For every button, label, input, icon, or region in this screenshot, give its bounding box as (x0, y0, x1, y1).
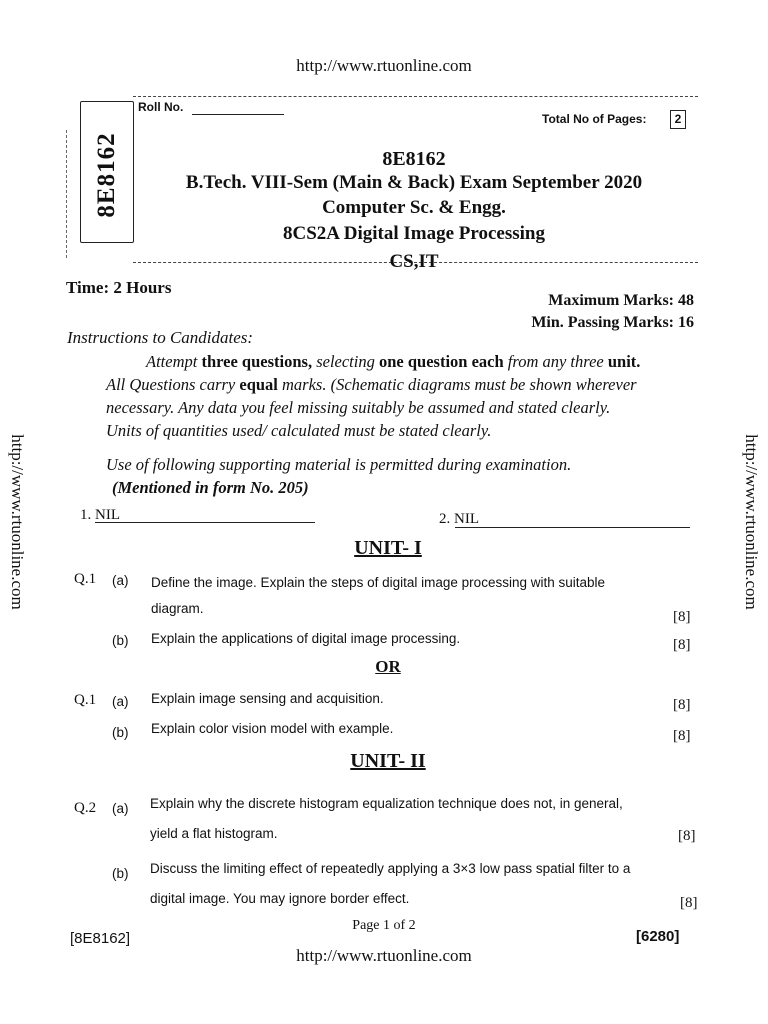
instructions-title: Instructions to Candidates: (67, 328, 254, 347)
question-text: Explain why the discrete histogram equalization technique does not, in general, (150, 796, 623, 811)
question-part: (a) (112, 801, 129, 816)
question-marks: [8] (680, 895, 698, 911)
subject-name: 8CS2A Digital Image Processing (283, 223, 545, 244)
group-name: CS,IT (389, 251, 439, 272)
question-part: (b) (112, 725, 129, 740)
material-2: 2. NIL (439, 511, 479, 527)
total-pages-value: 2 (670, 110, 686, 129)
roll-no-line (192, 114, 284, 115)
instruction-line-2: All Questions carry equal marks. (Schematic diagrams must be shown wherever (106, 375, 637, 394)
footer-page-number: Page 1 of 2 (352, 918, 416, 933)
header-frame-top (133, 96, 698, 97)
question-text: Discuss the limiting effect of repeatedly applying a 3×3 low pass spatial filter to a (150, 861, 631, 876)
unit-1-heading: UNIT- I (354, 537, 422, 559)
unit-2-heading: UNIT- II (350, 750, 426, 772)
exam-title: B.Tech. VIII-Sem (Main & Back) Exam September 2020 (185, 172, 643, 193)
instruction-line-6: (Mentioned in form No. 205) (112, 478, 309, 497)
question-marks: [8] (678, 828, 696, 844)
question-marks: [8] (673, 697, 691, 713)
material-2-line (455, 527, 690, 528)
question-marks: [8] (673, 609, 691, 625)
question-text: Explain image sensing and acquisition. (151, 691, 384, 706)
question-text: Define the image. Explain the steps of digital image processing with suitable (151, 575, 606, 590)
question-part: (b) (112, 633, 129, 648)
question-number: Q.2 (74, 800, 97, 816)
question-part: (a) (112, 573, 129, 588)
roll-no-label: Roll No. (138, 100, 184, 114)
or-heading: OR (375, 657, 401, 676)
watermark-url-bottom: http://www.rtuonline.com (296, 946, 472, 965)
material-1: 1. NIL (80, 507, 120, 523)
branch-name: Computer Sc. & Engg. (322, 197, 506, 218)
question-number: Q.1 (74, 571, 97, 587)
question-part: (b) (112, 866, 129, 881)
question-number: Q.1 (74, 692, 97, 708)
maximum-marks: Maximum Marks: 48 (548, 292, 694, 309)
paper-code: 8E8162 (382, 148, 446, 170)
instruction-line-5: Use of following supporting material is permitted during examination. (106, 455, 572, 474)
material-1-line (95, 522, 315, 523)
instruction-line-3: necessary. Any data you feel missing suitably be assumed and stated clearly. (106, 398, 611, 417)
watermark-url-top: http://www.rtuonline.com (296, 56, 472, 75)
watermark-url-left: http://www.rtuonline.com (7, 434, 27, 610)
question-marks: [8] (673, 637, 691, 653)
question-text: yield a flat histogram. (150, 826, 278, 841)
footer-paper-code: [8E8162] (70, 930, 131, 947)
instruction-line-1: Attempt three questions, selecting one question each from any three unit. (146, 352, 641, 371)
instruction-line-4: Units of quantities used/ calculated must be stated clearly. (106, 421, 492, 440)
question-marks: [8] (673, 728, 691, 744)
min-passing-marks: Min. Passing Marks: 16 (531, 314, 694, 331)
paper-code-vertical: 8E8162 (93, 132, 120, 218)
question-text: diagram. (151, 601, 204, 616)
total-pages-label: Total No of Pages: (542, 112, 647, 126)
exam-time: Time: 2 Hours (66, 278, 172, 297)
question-text: Explain the applications of digital image processing. (151, 631, 461, 646)
question-text: Explain color vision model with example. (151, 721, 394, 736)
watermark-url-right: http://www.rtuonline.com (741, 434, 761, 610)
question-text: digital image. You may ignore border effect. (150, 891, 410, 906)
footer-serial: [6280] (636, 928, 680, 945)
question-part: (a) (112, 694, 129, 709)
